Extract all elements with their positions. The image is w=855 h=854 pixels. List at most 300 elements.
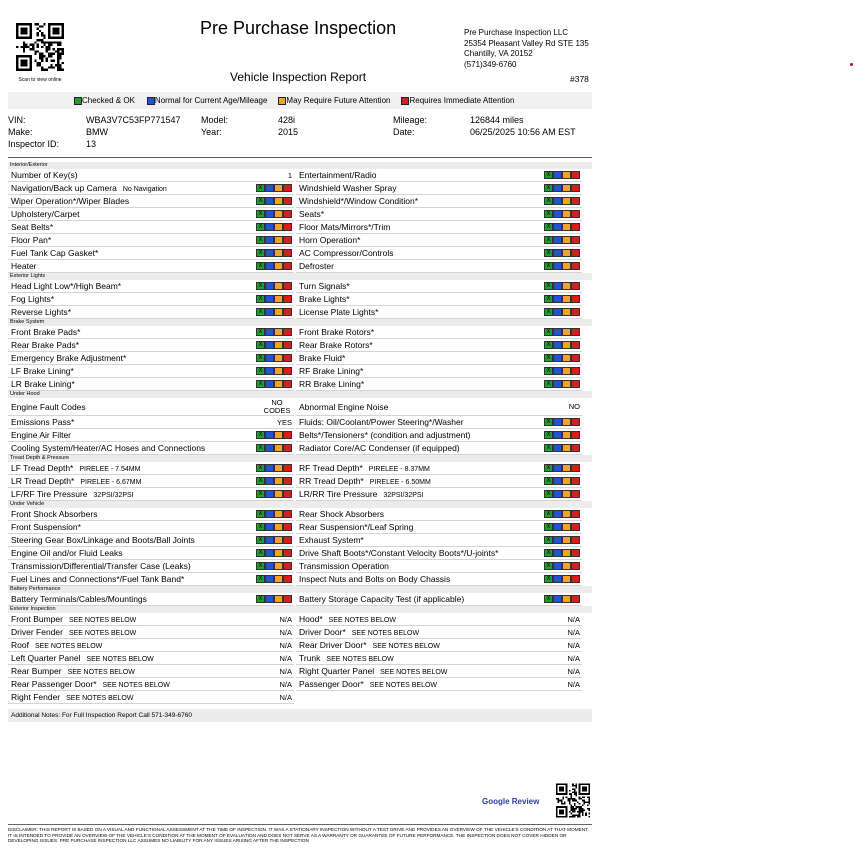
vin-value: WBA3V7C53FP771547 xyxy=(86,115,181,125)
inspection-row xyxy=(296,573,582,586)
item-note: SEE NOTES BELOW xyxy=(86,656,154,663)
status-boxes xyxy=(544,575,580,583)
item-label: RR Brake Lining* xyxy=(299,379,365,389)
row-label-group xyxy=(299,574,450,584)
status-boxes xyxy=(256,595,292,603)
item-label: Fuel Tank Cap Gasket* xyxy=(11,248,99,258)
row-label-group xyxy=(11,222,53,232)
status-immediate-box xyxy=(283,184,292,192)
item-label: Battery Terminals/Cables/Mountings xyxy=(11,594,147,604)
inspection-row xyxy=(8,678,294,691)
section-column-left xyxy=(8,280,294,319)
section-title: Brake System xyxy=(8,319,592,326)
item-label: Battery Storage Capacity Test (if applicable) xyxy=(299,594,465,604)
status-normal-box xyxy=(265,223,274,231)
status-immediate-box xyxy=(283,197,292,205)
status-boxes xyxy=(256,444,292,452)
status-immediate-box xyxy=(571,262,580,270)
inspector-value: 13 xyxy=(86,139,97,149)
inspection-row xyxy=(296,352,582,365)
inspection-row xyxy=(296,260,582,273)
item-value: N/A xyxy=(567,679,580,689)
item-label: Fluids: Oil/Coolant/Power Steering*/Washer xyxy=(299,417,464,427)
inspection-row xyxy=(8,665,294,678)
item-value: N/A xyxy=(567,653,580,663)
status-legend xyxy=(8,92,592,109)
item-label: Rear Driver Door* xyxy=(299,640,367,650)
status-ok-box: X xyxy=(256,444,265,452)
item-label: License Plate Lights* xyxy=(299,307,379,317)
inspection-row xyxy=(8,488,294,501)
section-column-right xyxy=(296,398,582,455)
row-label-group xyxy=(299,417,464,427)
row-label-group xyxy=(299,307,378,317)
status-boxes xyxy=(256,490,292,498)
item-label: Hood* xyxy=(299,614,323,624)
item-label: Head Light Low*/High Beam* xyxy=(11,281,122,291)
row-label-group xyxy=(299,594,464,604)
status-boxes xyxy=(256,575,292,583)
status-immediate-box xyxy=(283,464,292,472)
inspection-row xyxy=(296,547,582,560)
status-boxes xyxy=(256,223,292,231)
status-normal-box xyxy=(265,354,274,362)
item-note: SEE NOTES BELOW xyxy=(67,669,135,676)
status-future-box xyxy=(562,464,571,472)
status-boxes xyxy=(256,210,292,218)
status-normal-box xyxy=(553,197,562,205)
item-label: Rear Bumper xyxy=(11,666,62,676)
inspection-row xyxy=(8,398,294,416)
item-label: RR Tread Depth* xyxy=(299,476,364,486)
item-label: Defroster xyxy=(299,261,334,271)
status-immediate-box xyxy=(283,431,292,439)
page-title: Pre Purchase Inspection xyxy=(200,18,397,38)
status-boxes xyxy=(544,536,580,544)
status-ok-box: X xyxy=(544,523,553,531)
item-value: N/A xyxy=(279,666,292,676)
item-label: Front Brake Rotors* xyxy=(299,327,375,337)
row-label-group xyxy=(299,366,363,376)
item-label: Horn Operation* xyxy=(299,235,361,245)
item-note: SEE NOTES BELOW xyxy=(34,643,103,650)
status-immediate-box xyxy=(283,575,292,583)
status-immediate-box xyxy=(283,249,292,257)
row-label-group xyxy=(299,640,440,650)
status-normal-box xyxy=(265,444,274,452)
status-immediate-box xyxy=(571,477,580,485)
item-note: 32PSI/32PSI xyxy=(383,492,424,499)
item-value: YES xyxy=(276,417,292,427)
vehicle-info xyxy=(8,113,592,159)
status-future-box xyxy=(274,444,283,452)
status-normal-box xyxy=(265,262,274,270)
row-label-group xyxy=(11,430,71,440)
legend-item-normal xyxy=(147,96,268,105)
status-immediate-box xyxy=(283,549,292,557)
inspection-row xyxy=(296,639,582,652)
status-future-box xyxy=(274,575,283,583)
status-future-box xyxy=(562,223,571,231)
item-label: Floor Pan* xyxy=(11,235,52,245)
inspection-row xyxy=(8,521,294,534)
status-normal-box xyxy=(553,210,562,218)
status-normal-box xyxy=(553,444,562,452)
row-label-group xyxy=(299,222,390,232)
status-future-box xyxy=(562,380,571,388)
status-immediate-box xyxy=(283,295,292,303)
review-qr-code-icon[interactable] xyxy=(556,783,590,818)
status-normal-box xyxy=(265,490,274,498)
item-label: Passenger Door* xyxy=(299,679,364,689)
status-boxes xyxy=(256,464,292,472)
status-future-box xyxy=(562,354,571,362)
status-normal-box xyxy=(265,236,274,244)
item-label: Brake Lights* xyxy=(299,294,350,304)
item-value: NO CODES xyxy=(263,398,291,415)
status-immediate-box xyxy=(571,171,580,179)
section-rows xyxy=(8,169,592,273)
item-label: Right Quarter Panel xyxy=(299,666,375,676)
status-normal-box xyxy=(553,223,562,231)
status-boxes xyxy=(256,184,292,192)
legend-item-future xyxy=(278,96,390,105)
status-ok-box: X xyxy=(256,197,265,205)
status-ok-box: X xyxy=(256,380,265,388)
inspection-row xyxy=(8,182,294,195)
row-label-group xyxy=(11,522,81,532)
row-label-group xyxy=(11,692,133,702)
status-immediate-box xyxy=(283,562,292,570)
status-normal-box xyxy=(553,367,562,375)
item-label: Brake Fluid* xyxy=(299,353,346,363)
status-boxes xyxy=(544,354,580,362)
status-boxes xyxy=(544,380,580,388)
item-label: Emergency Brake Adjustment* xyxy=(11,353,127,363)
row-label-group xyxy=(299,548,498,558)
status-immediate-box xyxy=(283,262,292,270)
row-label-group xyxy=(11,183,167,193)
inspection-row xyxy=(296,534,582,547)
inspection-row xyxy=(8,306,294,319)
date-label: Date: xyxy=(393,127,415,137)
status-immediate-box xyxy=(571,464,580,472)
item-label: Abnormal Engine Noise xyxy=(299,401,389,412)
inspection-row xyxy=(8,652,294,665)
inspection-row xyxy=(8,247,294,260)
item-value: N/A xyxy=(567,614,580,624)
status-normal-box xyxy=(265,510,274,518)
status-future-box xyxy=(274,464,283,472)
row-label-group xyxy=(299,248,393,258)
legend-item-immediate xyxy=(401,96,514,105)
row-label-group xyxy=(11,443,205,453)
row-label-group xyxy=(299,666,447,676)
status-boxes xyxy=(544,464,580,472)
status-normal-box xyxy=(265,197,274,205)
inspection-row xyxy=(8,547,294,560)
section-column-left xyxy=(8,398,294,455)
status-boxes xyxy=(256,523,292,531)
year-value: 2015 xyxy=(278,127,299,137)
status-future-box xyxy=(562,418,571,426)
status-future-box xyxy=(274,282,283,290)
status-normal-box xyxy=(265,341,274,349)
status-immediate-box xyxy=(571,328,580,336)
inspection-row xyxy=(8,365,294,378)
status-immediate-box xyxy=(283,536,292,544)
status-ok-box: X xyxy=(256,282,265,290)
qr-code-icon[interactable] xyxy=(16,22,64,72)
row-label-group xyxy=(299,679,437,689)
status-immediate-box xyxy=(283,595,292,603)
row-label-group xyxy=(11,614,136,624)
status-ok-box: X xyxy=(544,490,553,498)
status-normal-box xyxy=(553,236,562,244)
item-note: PIRELEE - 6.50MM xyxy=(369,479,431,486)
status-future-box xyxy=(274,262,283,270)
status-normal-box xyxy=(553,536,562,544)
section-column-right xyxy=(296,169,582,273)
status-boxes xyxy=(544,418,580,426)
row-label-group xyxy=(11,327,80,337)
row-label-group xyxy=(11,561,191,571)
inspection-row xyxy=(296,678,582,691)
status-immediate-box xyxy=(283,328,292,336)
status-boxes xyxy=(544,236,580,244)
status-normal-box xyxy=(265,308,274,316)
status-ok-box: X xyxy=(256,367,265,375)
status-boxes xyxy=(256,236,292,244)
inspection-row xyxy=(296,339,582,352)
status-future-box xyxy=(274,477,283,485)
status-immediate-box xyxy=(571,562,580,570)
inspection-row xyxy=(296,365,582,378)
disclaimer: DISCLAIMER: THIS REPORT IS BASED ON A VISUAL AND FUNCTIONAL ASSESSMENT AT THE TIME OF INSPECTION. IT WAS A STATIONARY INSPECTION WITHOUT A TEST DRIVE AND PROVIDES AN OVERVIEW OF THE VEHICLE'S CONDITION AT THAT MOMENT. IT IS INTENDED TO PROVIDE AN OVERVIEW OF THE VEHICLE'S CONDITION AT THE MOMENT OF EVALUATION AND DOES NOT SERVE AS A WARRANTY OR GUARANTEE OF FUTURE PERFORMANCE. THE INSPECTION DOES NOT COVER HIDDEN OR DEVELOPING ISSUES. PRE PURCHASE INSPECTION LLC ASSUMES NO LIABILITY FOR ANY ISSUES ARISING AFTER THE INSPECTION xyxy=(8,824,592,844)
item-label: Driver Fender xyxy=(11,627,63,637)
inspection-row xyxy=(296,195,582,208)
row-label-group xyxy=(299,281,350,291)
status-immediate-box xyxy=(283,444,292,452)
section-column-right xyxy=(296,326,582,391)
status-boxes xyxy=(256,562,292,570)
item-label: Entertainment/Radio xyxy=(299,170,377,180)
status-boxes xyxy=(544,523,580,531)
row-label-group xyxy=(299,509,384,519)
item-label: Number of Key(s) xyxy=(11,170,78,180)
status-normal-box xyxy=(265,562,274,570)
section-column-left xyxy=(8,462,294,501)
section-title: Battery Performance xyxy=(8,586,592,593)
status-boxes xyxy=(544,549,580,557)
green-swatch-icon xyxy=(74,97,82,105)
row-label-group xyxy=(11,489,134,499)
status-boxes xyxy=(544,477,580,485)
inspection-row xyxy=(296,626,582,639)
inspection-row xyxy=(296,488,582,501)
status-future-box xyxy=(562,197,571,205)
status-boxes xyxy=(256,477,292,485)
inspection-row xyxy=(8,280,294,293)
status-ok-box: X xyxy=(256,431,265,439)
status-normal-box xyxy=(553,523,562,531)
item-label: Upholstery/Carpet xyxy=(11,209,80,219)
row-label-group xyxy=(11,594,147,604)
status-future-box xyxy=(562,184,571,192)
status-ok-box: X xyxy=(544,380,553,388)
date-value: 06/25/2025 10:56 AM EST xyxy=(470,127,576,137)
status-immediate-box xyxy=(571,341,580,349)
status-boxes xyxy=(544,444,580,452)
status-immediate-box xyxy=(571,595,580,603)
status-immediate-box xyxy=(571,354,580,362)
status-immediate-box xyxy=(283,236,292,244)
item-label: LF Tread Depth* xyxy=(11,463,74,473)
section-column-right xyxy=(296,280,582,319)
item-label: Wiper Operation*/Wiper Blades xyxy=(11,196,130,206)
item-label: Rear Suspension*/Leaf Spring xyxy=(299,522,414,532)
status-ok-box: X xyxy=(544,431,553,439)
status-boxes xyxy=(256,308,292,316)
item-label: Front Brake Pads* xyxy=(11,327,81,337)
section-rows xyxy=(8,326,592,391)
status-ok-box: X xyxy=(544,282,553,290)
status-immediate-box xyxy=(571,380,580,388)
status-future-box xyxy=(562,510,571,518)
item-label: Trunk xyxy=(299,653,321,663)
section-rows xyxy=(8,280,592,319)
status-immediate-box xyxy=(571,282,580,290)
item-note: PIRELEE - 7.54MM xyxy=(79,466,141,473)
orange-swatch-icon xyxy=(278,97,286,105)
company-name: Pre Purchase Inspection LLC xyxy=(464,28,569,37)
section-rows xyxy=(8,508,592,586)
status-ok-box: X xyxy=(544,510,553,518)
row-label-group xyxy=(299,196,418,206)
item-value: N/A xyxy=(279,692,292,702)
status-boxes xyxy=(544,510,580,518)
item-note: SEE NOTES BELOW xyxy=(102,682,170,689)
status-future-box xyxy=(562,308,571,316)
status-future-box xyxy=(274,595,283,603)
inspection-row xyxy=(296,247,582,260)
row-label-group xyxy=(11,509,97,519)
status-ok-box: X xyxy=(544,367,553,375)
status-immediate-box xyxy=(283,341,292,349)
status-ok-box: X xyxy=(256,595,265,603)
status-normal-box xyxy=(553,418,562,426)
inspection-row xyxy=(296,462,582,475)
item-label: Reverse Lights* xyxy=(11,307,72,317)
row-label-group xyxy=(299,353,345,363)
row-label-group xyxy=(11,235,51,245)
item-label: Front Bumper xyxy=(11,614,63,624)
item-label: Windshield*/Window Condition* xyxy=(299,196,419,206)
item-note: SEE NOTES BELOW xyxy=(68,617,137,624)
status-normal-box xyxy=(553,262,562,270)
item-label: Engine Fault Codes xyxy=(11,401,86,412)
status-future-box xyxy=(562,341,571,349)
status-normal-box xyxy=(553,464,562,472)
inspection-row xyxy=(296,182,582,195)
status-future-box xyxy=(562,328,571,336)
status-future-box xyxy=(274,510,283,518)
status-immediate-box xyxy=(571,549,580,557)
status-future-box xyxy=(562,477,571,485)
item-note: SEE NOTES BELOW xyxy=(351,630,420,637)
status-normal-box xyxy=(553,380,562,388)
section-rows xyxy=(8,613,592,704)
inspection-row xyxy=(296,234,582,247)
status-normal-box xyxy=(265,282,274,290)
row-label-group xyxy=(11,679,170,689)
status-ok-box: X xyxy=(544,341,553,349)
status-ok-box: X xyxy=(544,549,553,557)
status-boxes xyxy=(544,295,580,303)
row-label-group xyxy=(299,535,364,545)
status-immediate-box xyxy=(571,367,580,375)
status-boxes xyxy=(256,536,292,544)
google-review-link[interactable]: Google Review xyxy=(482,797,540,806)
inspection-row xyxy=(8,442,294,455)
status-future-box xyxy=(274,380,283,388)
status-boxes xyxy=(544,184,580,192)
model-value: 428i xyxy=(278,115,296,125)
status-future-box xyxy=(562,210,571,218)
status-normal-box xyxy=(265,523,274,531)
section-title: Under Hood xyxy=(8,391,592,398)
year-label: Year: xyxy=(201,127,222,137)
row-label-group xyxy=(299,463,430,473)
status-normal-box xyxy=(553,171,562,179)
status-ok-box: X xyxy=(544,328,553,336)
status-boxes xyxy=(256,282,292,290)
status-ok-box: X xyxy=(544,236,553,244)
status-future-box xyxy=(562,444,571,452)
status-normal-box xyxy=(265,210,274,218)
inspection-row xyxy=(296,442,582,455)
status-future-box xyxy=(562,236,571,244)
row-label-group xyxy=(299,443,460,453)
status-ok-box: X xyxy=(256,523,265,531)
status-future-box xyxy=(274,210,283,218)
item-label: Fog Lights* xyxy=(11,294,54,304)
status-immediate-box xyxy=(283,308,292,316)
item-label: Front Suspension* xyxy=(11,522,81,532)
status-boxes xyxy=(544,249,580,257)
inspection-row xyxy=(8,169,294,182)
row-label-group xyxy=(11,281,121,291)
status-normal-box xyxy=(265,295,274,303)
item-note: SEE NOTES BELOW xyxy=(66,695,134,702)
status-future-box xyxy=(562,431,571,439)
row-label-group xyxy=(11,653,154,663)
item-value: N/A xyxy=(279,679,292,689)
item-label: Right Fender xyxy=(11,692,61,702)
row-label-group xyxy=(299,183,396,193)
status-boxes xyxy=(544,308,580,316)
status-ok-box: X xyxy=(544,295,553,303)
item-label: Belts*/Tensioners* (condition and adjustment) xyxy=(299,430,471,440)
status-ok-box: X xyxy=(544,308,553,316)
inspection-row xyxy=(8,573,294,586)
status-ok-box: X xyxy=(544,223,553,231)
item-label: Heater xyxy=(11,261,37,271)
item-label: Left Quarter Panel xyxy=(11,653,81,663)
status-ok-box: X xyxy=(544,249,553,257)
inspection-row xyxy=(296,326,582,339)
status-future-box xyxy=(274,367,283,375)
